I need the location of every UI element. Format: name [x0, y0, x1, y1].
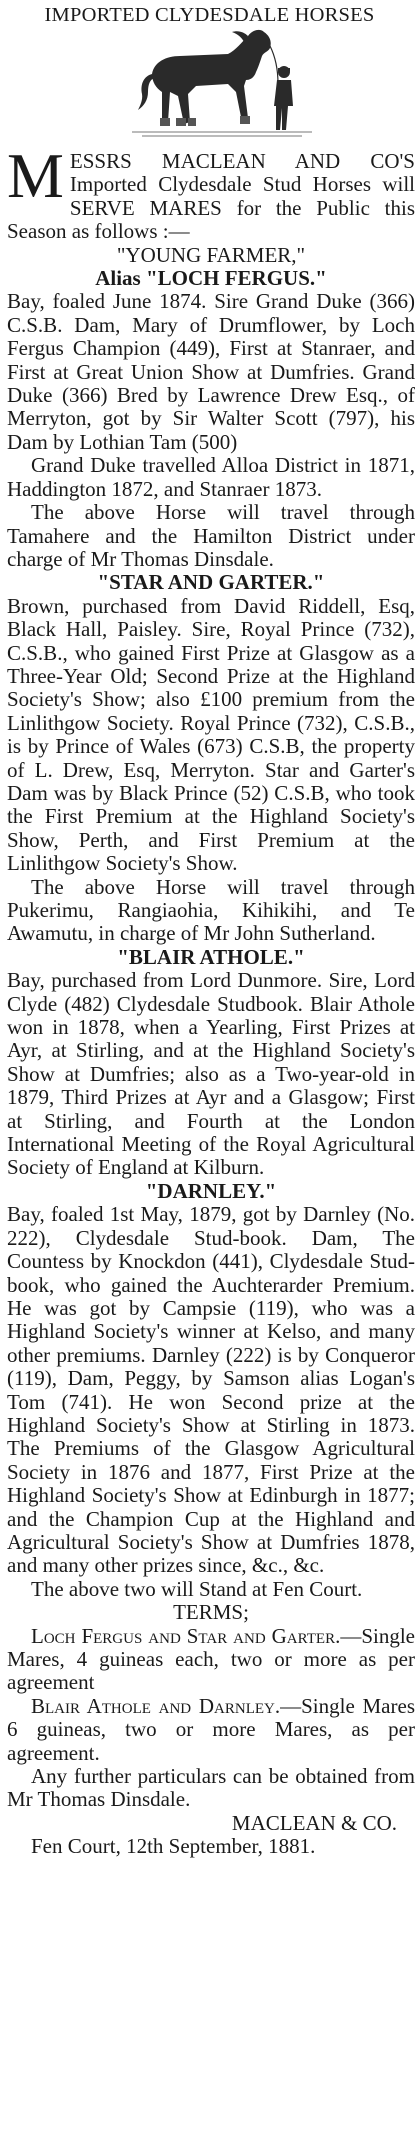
- terms-line-one: [7, 1625, 415, 1695]
- star-and-garter-description: Brown, purchased from David Riddell, Esq, Black Hall, Paisley. Sire, Royal Prince (732), C.S.B., who gained First Prize at Glasgow as a Three-Year Old; Second Prize at the Highland Society's Show; also £100 premium from the Linlithgow Society. Royal Prince (732), C.S.B., is by Prince of Wales (673) C.S.B, the property of L. Drew, Esq, Merryton. Star and Garter's Dam was by Black Prince (52) C.S.B, who took the First Premium at the Highland Society's Show, Perth, and First Premium at the Linlithgow Society's Show.: [7, 593, 415, 876]
- dropcap-letter: M: [7, 140, 64, 211]
- loch-fergus-alias: Alias "LOCH FERGUS.": [95, 266, 327, 291]
- signature: MACLEAN & CO.: [231, 1810, 397, 1835]
- horse-with-handler-illustration: [132, 22, 312, 140]
- terms-line-one-horses: Loch Fergus and Star and Garter.: [31, 1623, 341, 1648]
- terms-line-two-horses: Blair Athole and Darnley.: [31, 1693, 281, 1718]
- young-farmer-description: Bay, foaled June 1874. Sire Grand Duke (366) C.S.B. Dam, Mary of Drumflower, by Loch Fergus Champion (449), First at Stanraer, and First at Great Union Show at Dumfries. Grand Duke (366) Bred by Lawrence Drew Esq., of Merryton, got by Sir Walter Scott (797), his Dam by Lothian Tam (500): [7, 289, 415, 454]
- dateline: Fen Court, 12th September, 1881.: [31, 1834, 316, 1859]
- further-particulars: Any further particulars can be obtained from Mr Thomas Dinsdale.: [7, 1764, 415, 1812]
- terms-line-two: [7, 1695, 415, 1765]
- grand-duke-travel-history: Grand Duke travelled Alloa District in 1871, Haddington 1872, and Stanraer 1873.: [7, 453, 415, 501]
- blair-athole-description: Bay, purchased from Lord Dunmore. Sire, Lord Clyde (482) Clydesdale Studbook. Blair Athole won in 1878, when a Yearling, First Prizes at Ayr, at Stirling, and at the Highland Society's Show at Dumfries; also as a Two-year-old in 1879, Third Prizes at Ayr and a Glasgow; First at Stirling, and Fourth at the London International Meeting of the Royal Agricultural Society of England at Kilburn.: [7, 968, 415, 1180]
- advertisement-body: [7, 140, 415, 1859]
- darnley-title: "DARNLEY.": [145, 1178, 277, 1203]
- intro-paragraph: [7, 140, 415, 244]
- star-and-garter-route: The above Horse will travel through Pukerimu, Rangiaohia, Kihikihi, and Te Awamutu, in charge of Mr John Sutherland.: [7, 874, 415, 946]
- terms-line-two-price: —Single Mares 6 guineas, two or more Mares, as per agreement.: [7, 1693, 415, 1765]
- terms-line-one-price: —Single Mares, 4 guineas each, two or more as per agreement: [7, 1623, 415, 1695]
- darnley-stand-location: The above two will Stand at Fen Court.: [31, 1576, 363, 1601]
- terms-heading: TERMS;: [173, 1600, 249, 1625]
- young-farmer-route: The above Horse will travel through Tamahere and the Hamilton District under charge of Mr Thomas Dinsdale.: [7, 500, 415, 571]
- blair-athole-title: "BLAIR ATHOLE.": [117, 944, 305, 969]
- star-and-garter-title: "STAR AND GARTER.": [97, 570, 325, 595]
- darnley-description: Bay, foaled 1st May, 1879, got by Darnley (No. 222), Clydesdale Stud-book. Dam, The Countess by Knockdon (441), Clydesdale Stud-book, who gained the Auchterarder Premium. He was got by Campsie (119), who was a Highland Society's winner at Kelso, and many other premiums. Darnley (222) is by Conqueror (119), Dam, Peggy, by Samson alias Logan's Tom (741). He won Second prize at the Highland Society's Show at Stirling in 1873. The Premiums of the Glasgow Agricultural Society in 1876 and 1877, First Prize at the Highland Society's Show at Edinburgh in 1877; and the Champion Cup at the Highland and Agricultural Society's Show at Dumfries 1878, and many other prizes since, &c., &c.: [7, 1202, 415, 1578]
- intro-text: ESSRS MACLEAN AND CO'S Imported Clydesdale Stud Horses will SERVE MARES for the Public this Season as follows :—: [7, 149, 415, 244]
- young-farmer-title: "YOUNG FARMER,": [116, 242, 306, 267]
- headline: IMPORTED CLYDESDALE HORSES: [44, 4, 375, 26]
